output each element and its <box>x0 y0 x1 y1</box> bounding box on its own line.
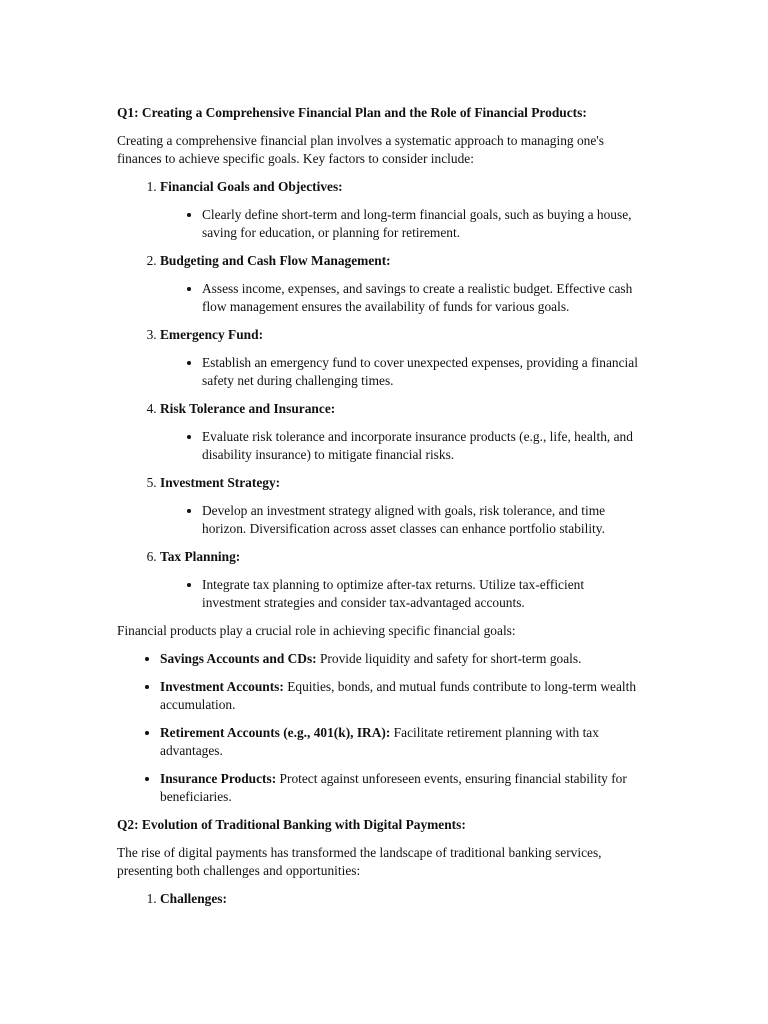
list-item <box>160 724 642 760</box>
factor-title: 3. Emergency Fund: <box>160 327 264 342</box>
factor-detail: • Integrate tax planning to optimize after-tax returns. Utilize tax-efficient investment strategies and consider tax-advantaged accounts. <box>202 576 642 612</box>
factor-detail: • Assess income, expenses, and savings to create a realistic budget. Effective cash flow management ensures the availability of funds for various goals. <box>202 280 642 316</box>
factor-detail-list <box>160 280 642 316</box>
list-item <box>160 326 642 390</box>
list-item <box>160 770 642 806</box>
factor-title: 6. Tax Planning: <box>160 549 241 564</box>
q2-heading: Q2: Evolution of Traditional Banking with Digital Payments: <box>117 817 466 832</box>
product-label: Investment Accounts: <box>160 679 284 694</box>
products-intro: Financial products play a crucial role in achieving specific financial goals: <box>117 623 516 638</box>
factor-title: 2. Budgeting and Cash Flow Management: <box>160 253 391 268</box>
factor-title: 5. Investment Strategy: <box>160 475 281 490</box>
factor-detail-list <box>160 206 642 242</box>
product-label: Savings Accounts and CDs: <box>160 651 317 666</box>
factor-detail: • Establish an emergency fund to cover unexpected expenses, providing a financial safety net during challenging times. <box>202 354 642 390</box>
factor-title: 4. Risk Tolerance and Insurance: <box>160 401 336 416</box>
list-item <box>160 678 642 714</box>
q1-intro: Creating a comprehensive financial plan involves a systematic approach to managing one's finances to achieve specific goals. Key factors to consider include: <box>117 133 604 166</box>
q2-list <box>117 890 642 908</box>
q2-intro: The rise of digital payments has transformed the landscape of traditional banking services, presenting both challenges and opportunities: <box>117 845 602 878</box>
products-list <box>117 650 642 806</box>
document-page <box>117 104 642 908</box>
q1-heading: Q1: Creating a Comprehensive Financial Plan and the Role of Financial Products: <box>117 105 587 120</box>
factor-detail: • Develop an investment strategy aligned with goals, risk tolerance, and time horizon. Diversification across asset classes can enhance portfolio stability. <box>202 502 642 538</box>
factor-title: 1. Financial Goals and Objectives: <box>160 179 343 194</box>
list-item <box>160 252 642 316</box>
factor-detail-list <box>160 428 642 464</box>
list-item <box>160 890 642 908</box>
list-item <box>160 178 642 242</box>
list-item <box>160 548 642 612</box>
product-text: Facilitate retirement planning with tax advantages. <box>160 725 599 758</box>
product-label: Retirement Accounts (e.g., 401(k), IRA): <box>160 725 391 740</box>
q2-item-title: Challenges: <box>160 891 227 906</box>
factor-detail: • Evaluate risk tolerance and incorporate insurance products (e.g., life, health, and disability insurance) to mitigate financial risks. <box>202 428 642 464</box>
factor-detail-list <box>160 576 642 612</box>
factors-list <box>117 178 642 612</box>
list-item <box>160 474 642 538</box>
product-label: Insurance Products: <box>160 771 277 786</box>
factor-detail: • Clearly define short-term and long-term financial goals, such as buying a house, saving for education, or planning for retirement. <box>202 206 642 242</box>
factor-detail-list <box>160 502 642 538</box>
product-text: Provide liquidity and safety for short-term goals. <box>316 651 582 666</box>
list-item <box>160 650 642 668</box>
factor-detail-list <box>160 354 642 390</box>
product-text: Protect against unforeseen events, ensuring financial stability for beneficiaries. <box>160 771 627 804</box>
list-item <box>160 400 642 464</box>
product-text: Equities, bonds, and mutual funds contribute to long-term wealth accumulation. <box>160 679 637 712</box>
